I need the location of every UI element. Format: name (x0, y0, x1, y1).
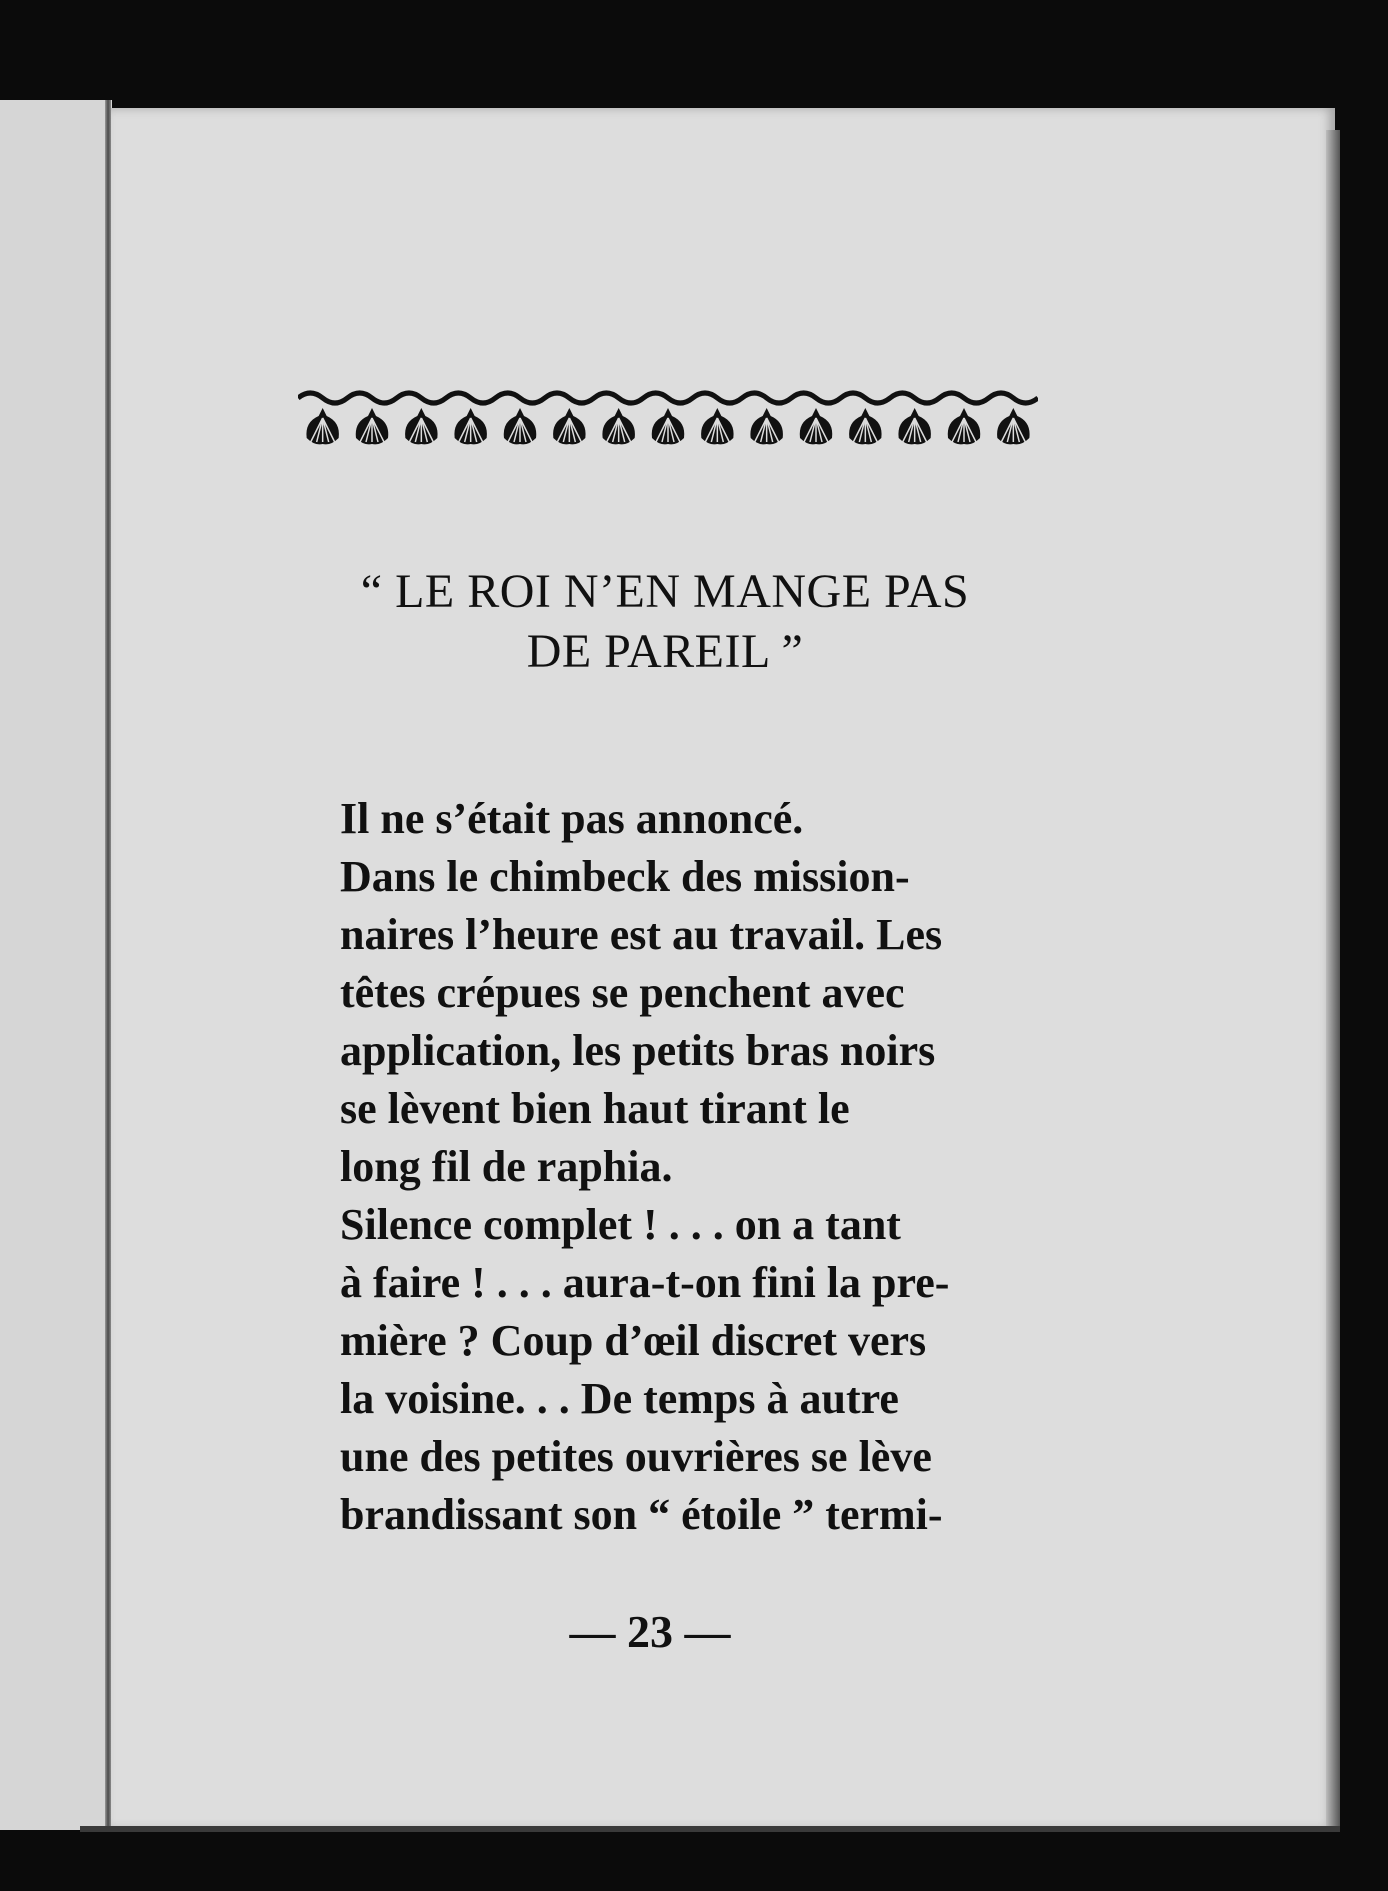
decorative-border-icon (298, 388, 1038, 450)
chapter-title-line-2: DE PAREIL ” (526, 625, 804, 678)
chapter-title (250, 562, 1080, 682)
text-line: Silence complet ! . . . on a tant (340, 1200, 901, 1249)
page-bottom-edge (80, 1826, 1340, 1832)
page-number: — 23 — (569, 1606, 731, 1657)
text-line: long fil de raphia. (340, 1142, 673, 1191)
ornament-vine (298, 393, 1038, 403)
text-line: Il ne s’était pas annoncé. (340, 794, 804, 843)
left-page-edge (0, 100, 112, 1830)
text-line: se lèvent bien haut tirant le (340, 1084, 850, 1133)
paragraph (285, 790, 1030, 848)
text-line: têtes crépues se penchent avec (340, 968, 905, 1017)
text-line: application, les petits bras noirs (340, 1026, 936, 1075)
text-line: brandissant son “ étoile ” termi- (340, 1490, 943, 1539)
text-line: la voisine. . . De temps à autre (340, 1374, 899, 1423)
text-line: naires l’heure est au travail. Les (340, 910, 943, 959)
chapter-title-line-1: “ LE ROI N’EN MANGE PAS (360, 565, 970, 618)
text-line: une des petites ouvrières se lève (340, 1432, 932, 1481)
text-line: à faire ! . . . aura-t-on fini la pre- (340, 1258, 950, 1307)
page-edge-shadow (1326, 130, 1340, 1830)
paragraph (285, 1196, 1030, 1544)
paragraph (285, 848, 1030, 1196)
text-line: Dans le chimbeck des mission- (340, 852, 910, 901)
text-line: mière ? Coup d’œil discret vers (340, 1316, 927, 1365)
body-text (285, 790, 1030, 1544)
